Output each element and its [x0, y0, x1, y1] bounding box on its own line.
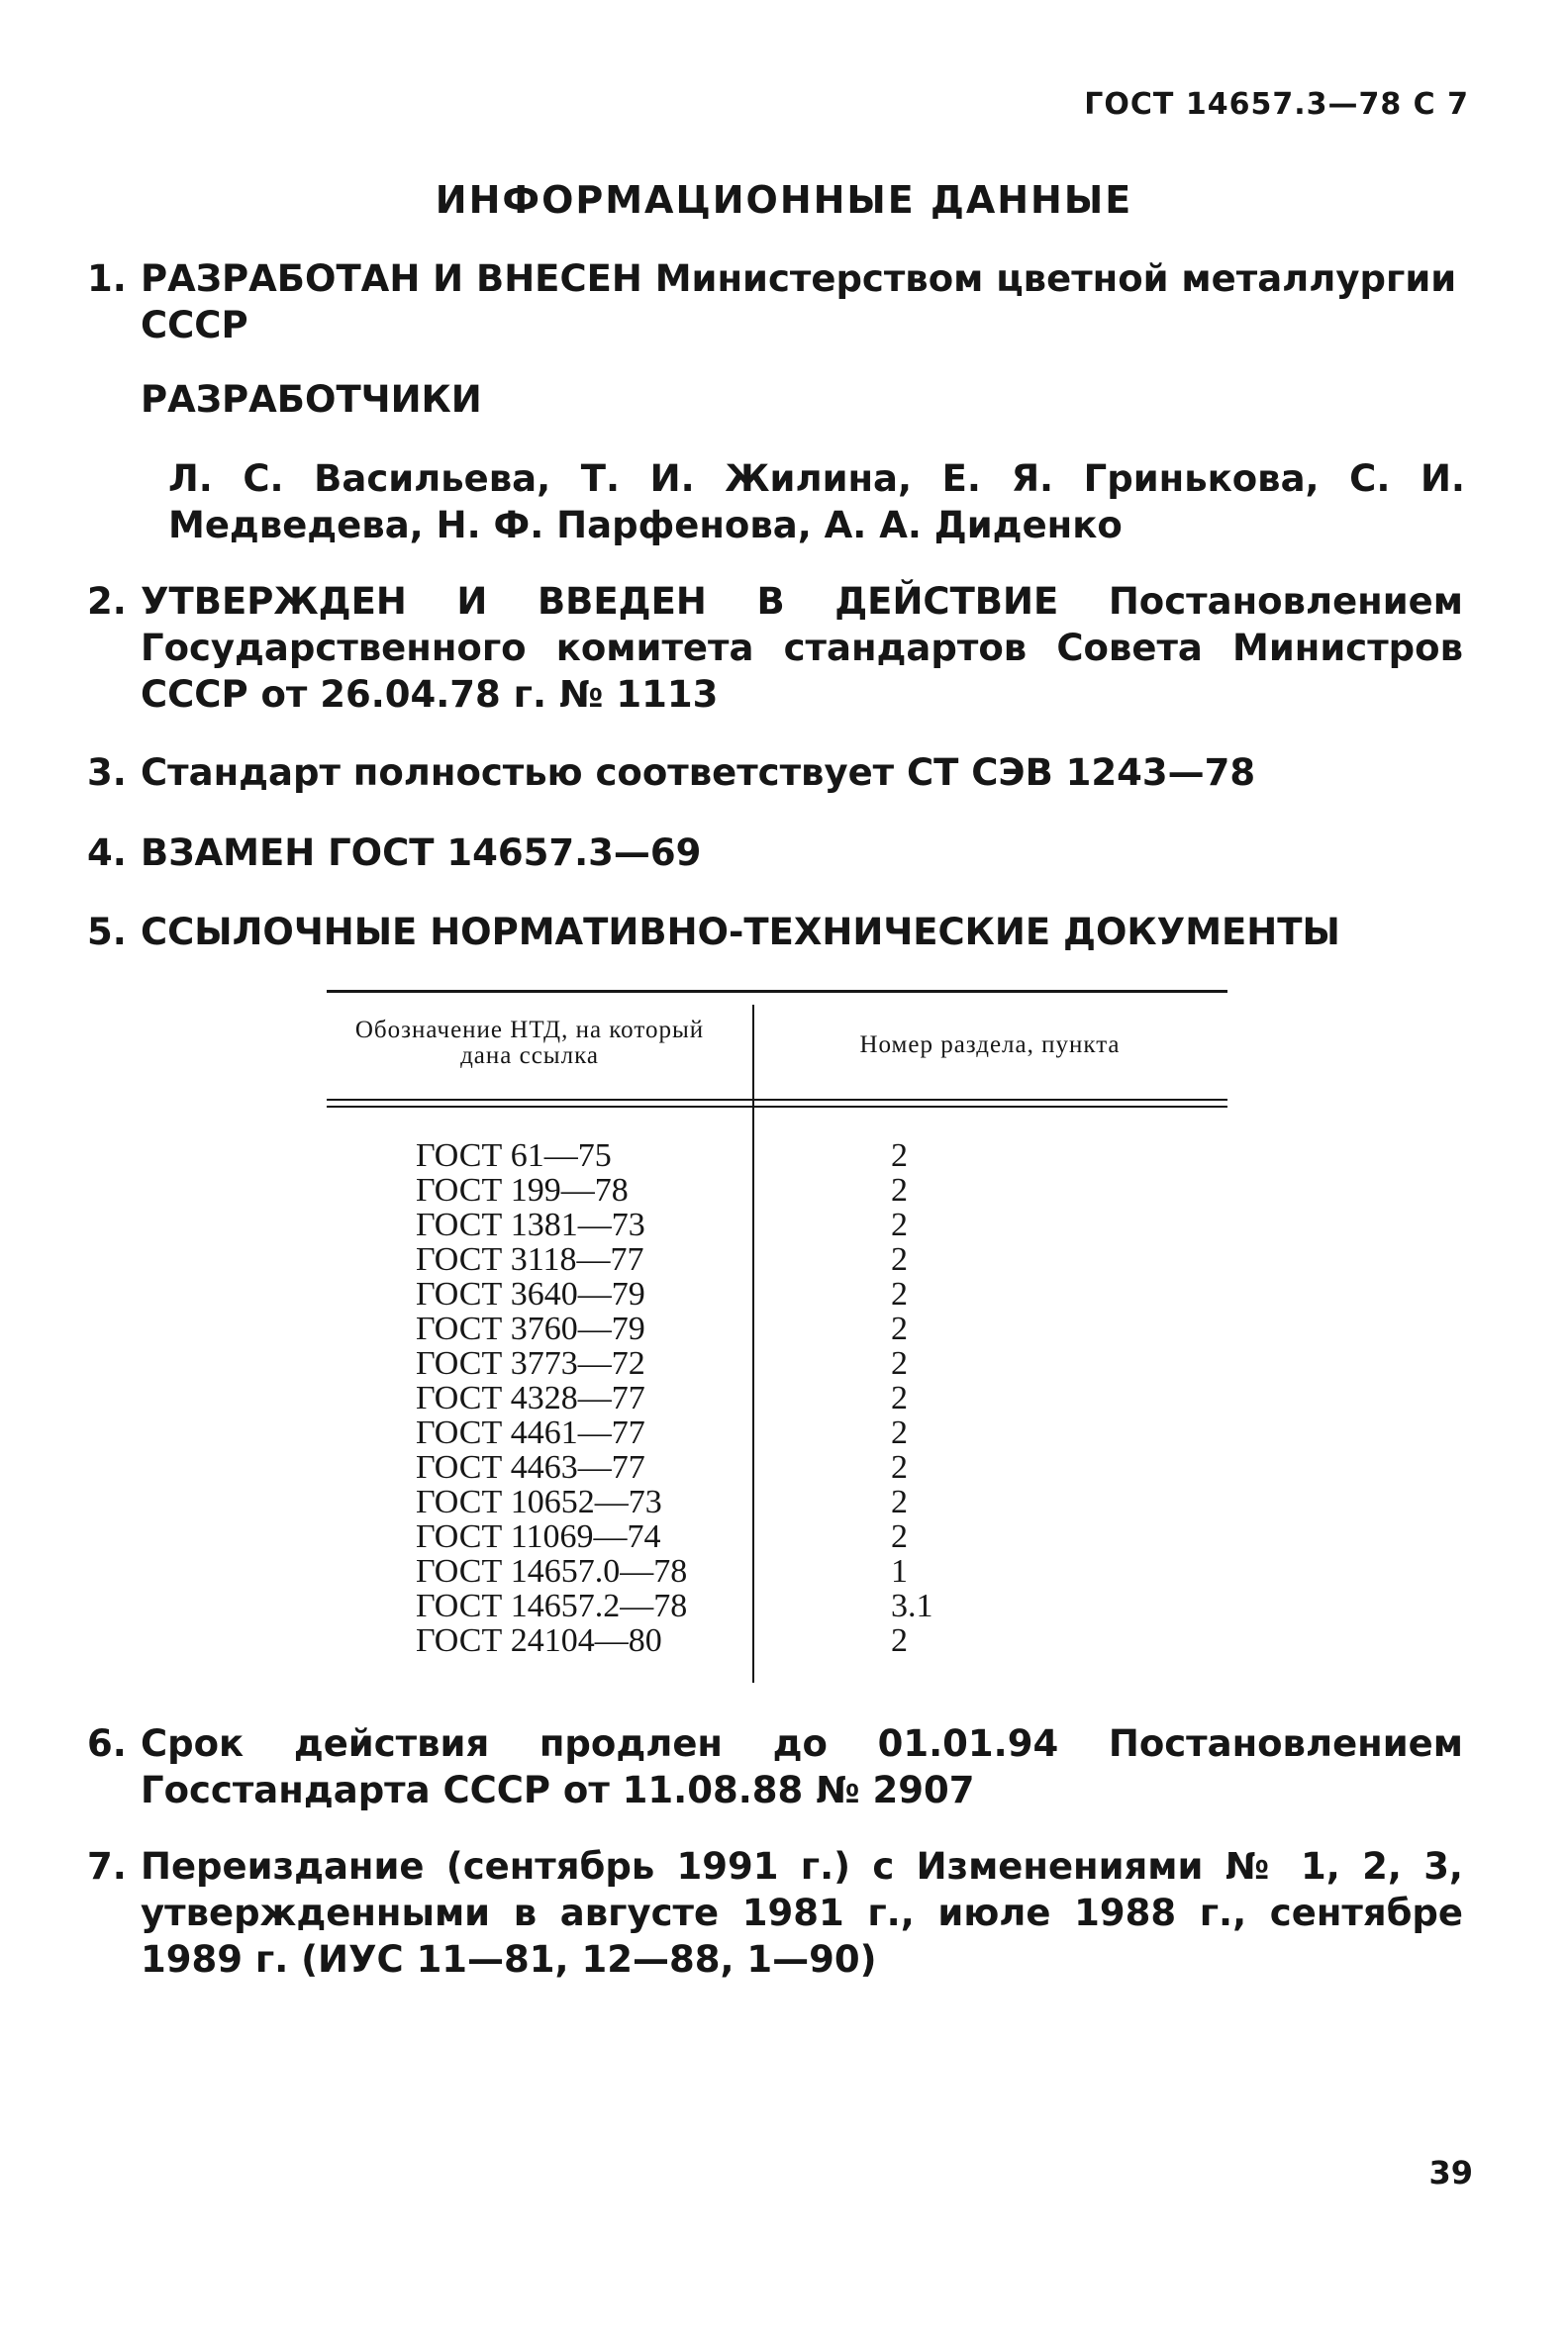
table-cell-section: 2 [891, 1241, 908, 1278]
table-cell-designation: ГОСТ 4463—77 [416, 1449, 645, 1486]
table-cell-section: 3.1 [891, 1588, 933, 1624]
table-cell-designation: ГОСТ 24104—80 [416, 1622, 662, 1659]
item-number: 2. [87, 580, 127, 623]
table-cell-section: 2 [891, 1172, 908, 1209]
info-item-3 [87, 749, 1463, 796]
reference-table [327, 990, 1227, 1683]
table-cell-section: 2 [891, 1414, 908, 1451]
item-text: Стандарт полностью соответствует СТ СЭВ 1243—78 [141, 751, 1256, 794]
table-column-section [891, 1138, 1089, 1658]
document-code-header: ГОСТ 14657.3—78 С 7 [1084, 87, 1469, 122]
info-item-1 [87, 255, 1463, 348]
table-cell-section: 2 [891, 1207, 908, 1243]
item-number: 3. [87, 751, 127, 794]
table-cell-designation: ГОСТ 3640—79 [416, 1276, 645, 1313]
table-cell-designation: ГОСТ 61—75 [416, 1137, 612, 1174]
table-header-section: Номер раздела, пункта [859, 1031, 1121, 1058]
table-cell-section: 2 [891, 1449, 908, 1486]
table-cell-designation: ГОСТ 199—78 [416, 1172, 629, 1209]
section-title: ИНФОРМАЦИОННЫЕ ДАННЫЕ [435, 178, 1133, 222]
developers-heading: РАЗРАБОТЧИКИ [141, 378, 482, 421]
item-text: ССЫЛОЧНЫЕ НОРМАТИВНО-ТЕХНИЧЕСКИЕ ДОКУМЕНТЫ [141, 911, 1340, 953]
info-item-5 [87, 909, 1463, 955]
table-cell-designation: ГОСТ 3773—72 [416, 1345, 645, 1382]
info-item-6 [87, 1720, 1463, 1813]
table-cell-section: 2 [891, 1518, 908, 1555]
table-cell-section: 2 [891, 1345, 908, 1382]
table-cell-designation: ГОСТ 4328—77 [416, 1380, 645, 1416]
table-cell-designation: ГОСТ 4461—77 [416, 1414, 645, 1451]
table-top-rule [327, 990, 1227, 993]
table-cell-section: 2 [891, 1311, 908, 1347]
info-item-7 [87, 1843, 1463, 1983]
table-column-designation [416, 1138, 742, 1658]
item-text: РАЗРАБОТАН И ВНЕСЕН Министерством цветной металлургии СССР [141, 257, 1457, 346]
info-item-4 [87, 829, 1463, 876]
info-item-2 [87, 578, 1463, 718]
table-cell-section: 2 [891, 1380, 908, 1416]
item-number: 6. [87, 1722, 127, 1765]
table-cell-section: 1 [891, 1553, 908, 1590]
item-number: 5. [87, 911, 127, 953]
table-cell-designation: ГОСТ 1381—73 [416, 1207, 645, 1243]
table-header-designation: Обозначение НТД, на который дана ссылка [354, 1017, 705, 1069]
table-cell-designation: ГОСТ 14657.0—78 [416, 1553, 688, 1590]
page-number: 39 [1428, 2154, 1473, 2192]
table-cell-section: 2 [891, 1276, 908, 1313]
table-column-divider [752, 1005, 754, 1683]
table-cell-designation: ГОСТ 10652—73 [416, 1484, 662, 1520]
item-text: УТВЕРЖДЕН И ВВЕДЕН В ДЕЙСТВИЕ Постановлением Государственного комитета стандартов Совета Министров СССР от 26.04.78 г. № 1113 [141, 580, 1463, 716]
table-cell-section: 2 [891, 1137, 908, 1174]
table-cell-section: 2 [891, 1484, 908, 1520]
table-cell-designation: ГОСТ 3760—79 [416, 1311, 645, 1347]
developers-names: Л. С. Васильева, Т. И. Жилина, Е. Я. Гринькова, С. И. Медведева, Н. Ф. Парфенова, А. А. Диденко [168, 457, 1465, 546]
table-cell-section: 2 [891, 1622, 908, 1659]
table-cell-designation: ГОСТ 3118—77 [416, 1241, 644, 1278]
item-text: Срок действия продлен до 01.01.94 Постановлением Госстандарта СССР от 11.08.88 № 2907 [141, 1722, 1463, 1811]
table-cell-designation: ГОСТ 14657.2—78 [416, 1588, 688, 1624]
table-header-rule-double [327, 1106, 1227, 1108]
table-header-rule [327, 1099, 1227, 1101]
item-text: ВЗАМЕН ГОСТ 14657.3—69 [141, 831, 702, 874]
item-number: 1. [87, 257, 127, 300]
item-number: 7. [87, 1845, 127, 1888]
item-number: 4. [87, 831, 127, 874]
item-text: Переиздание (сентябрь 1991 г.) с Изменениями № 1, 2, 3, утвержденными в августе 1981 г., июле 1988 г., сентябре 1989 г. (ИУС 11—81, 12—88, 1—90) [141, 1845, 1463, 1981]
table-cell-designation: ГОСТ 11069—74 [416, 1518, 661, 1555]
